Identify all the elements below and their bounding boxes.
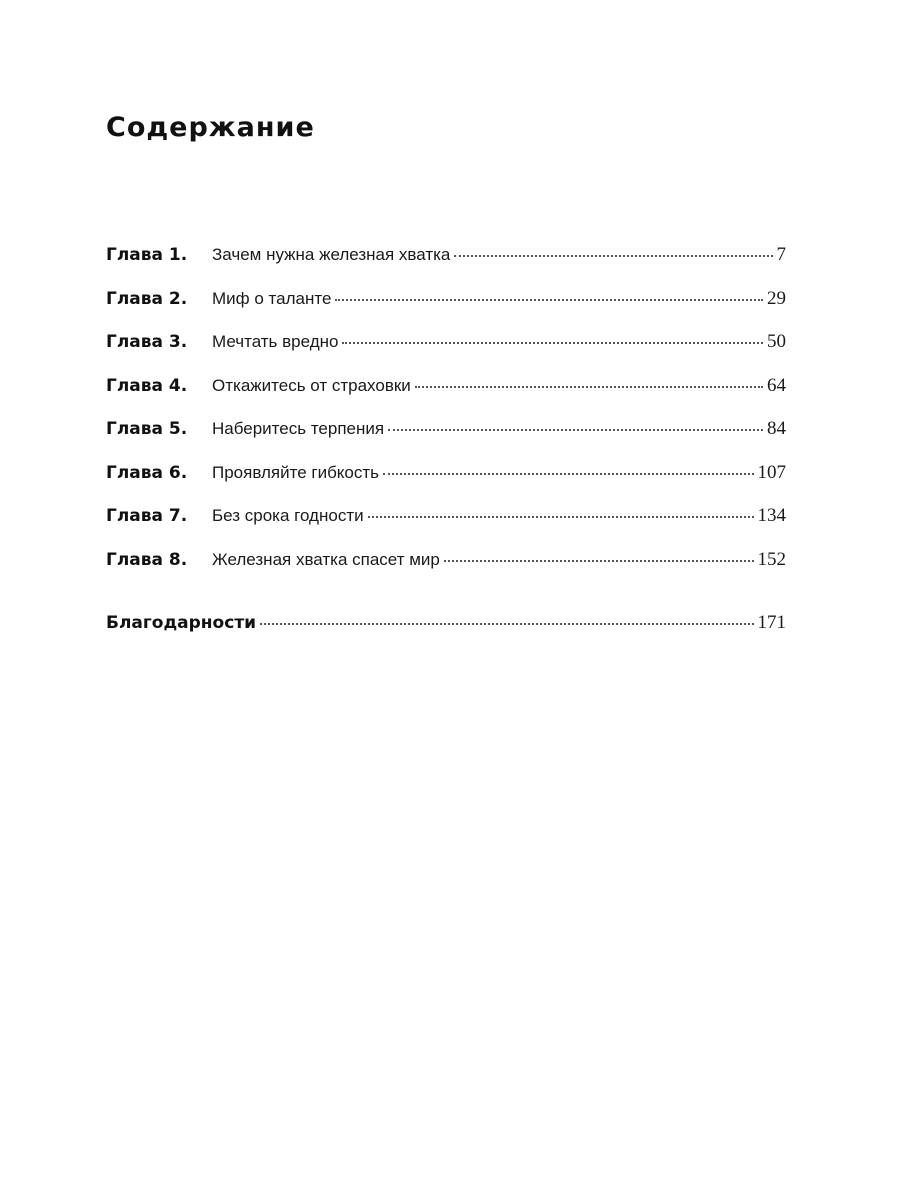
chapter-label: Глава 3. [106,332,188,352]
toc-entry-chapter-8 [106,549,786,593]
page-number: 107 [757,461,786,483]
acknowledgments-title: Благодарности [106,613,257,633]
toc-entry-chapter-6 [106,462,786,506]
dot-leader [342,341,763,344]
page-number: 50 [767,331,786,352]
toc-entry-chapter-1 [106,244,786,288]
toc-entry-chapter-4 [106,375,786,419]
chapter-title: Наберитесь терпения [212,419,385,438]
chapter-label: Глава 4. [106,375,188,396]
page-number: 64 [767,374,786,396]
chapter-title: Мечтать вредно [212,332,339,351]
page-number: 7 [776,244,786,265]
chapter-label: Глава 5. [106,419,188,439]
chapter-title: Зачем нужна железная хватка [212,245,451,264]
page-number: 152 [757,548,786,570]
toc-entry-chapter-2 [106,288,786,332]
chapter-label: Глава 8. [106,549,188,570]
page-number: 84 [767,418,786,439]
dot-leader [335,298,763,301]
chapter-label: Глава 2. [106,288,188,309]
chapter-title: Миф о таланте [212,288,332,308]
chapter-label: Глава 7. [106,506,188,526]
chapter-title: Проявляйте гибкость [212,462,380,482]
page-number: 29 [767,287,786,309]
page-title: Содержание [106,112,315,143]
chapter-title: Без срока годности [212,506,364,525]
toc-entry-chapter-5 [106,418,786,462]
dot-leader [444,559,754,562]
dot-leader [260,622,753,625]
dot-leader [454,254,772,257]
chapter-title: Железная хватка спасет мир [212,549,440,569]
dot-leader [368,515,754,518]
dot-leader [383,472,753,475]
dot-leader [388,428,763,431]
toc-entry-acknowledgments [106,612,786,656]
chapter-title: Откажитесь от страховки [212,375,411,395]
chapter-label: Глава 1. [106,245,188,265]
table-of-contents [106,244,786,656]
chapter-label: Глава 6. [106,462,188,483]
dot-leader [415,385,763,388]
page-number: 171 [757,612,786,633]
page-number: 134 [757,505,786,526]
toc-entry-chapter-7 [106,505,786,549]
toc-entry-chapter-3 [106,331,786,375]
